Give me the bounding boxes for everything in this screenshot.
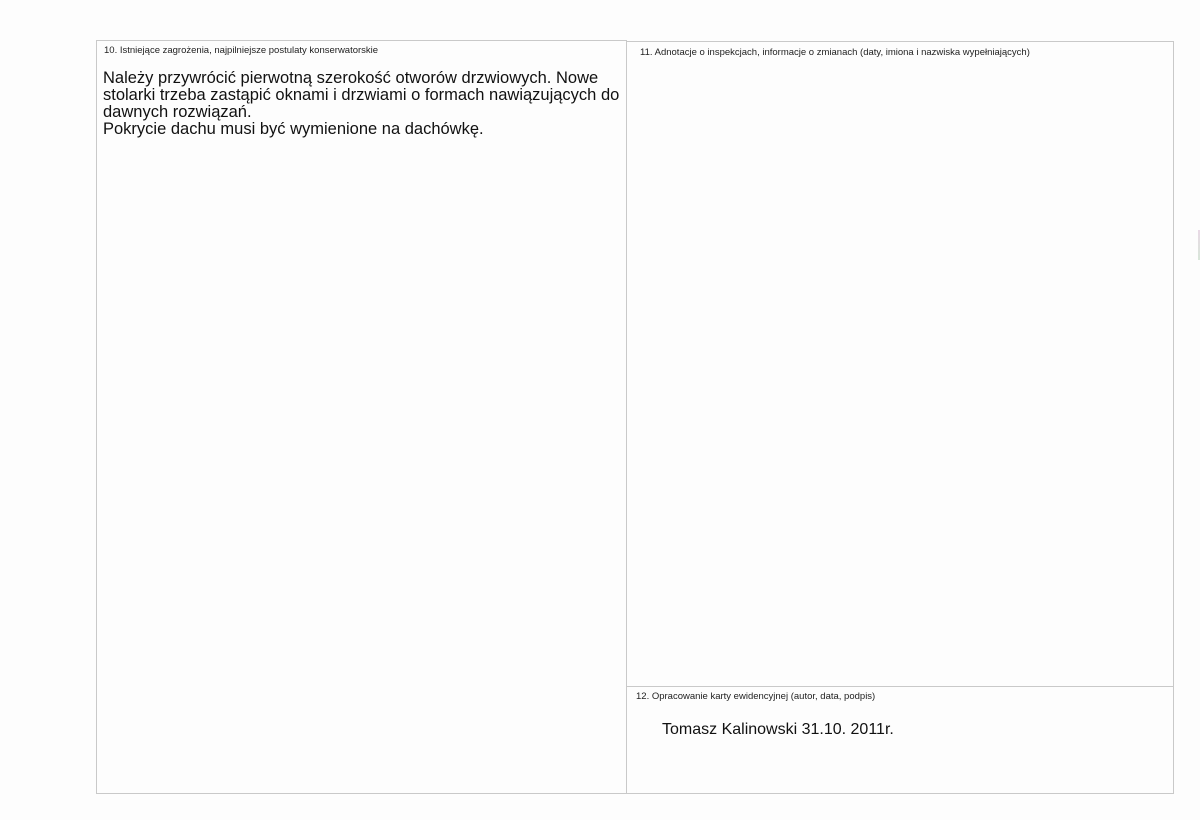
frame-right [1173,41,1174,793]
frame-top-right [626,41,1174,42]
frame-bottom [96,793,1174,794]
conservation-postulate-openings: Należy przywrócić pierwotną szerokość otworów drzwiowych. Nowe stolarki trzeba zastąpić oknami i drzwiami o formach nawiązujących do dawnych rozwiązań. [103,69,620,121]
section-12-divider [626,686,1174,687]
frame-top-left [96,40,626,41]
frame-left [96,40,97,793]
section-10-body [103,70,621,138]
section-10-title: 10. Istniejące zagrożenia, najpilniejsze postulaty konserwatorskie [104,45,379,56]
author-date-line: Tomasz Kalinowski 31.10. 2011r. [662,721,894,738]
section-11-title: 11. Adnotacje o inspekcjach, informacje o zmianach (daty, imiona i nazwiska wypełniających) [640,47,1030,58]
column-divider [626,40,627,793]
section-12-title: 12. Opracowanie karty ewidencyjnej (autor, data, podpis) [636,691,876,702]
conservation-postulate-roof: Pokrycie dachu musi być wymienione na dachówkę. [103,120,484,138]
